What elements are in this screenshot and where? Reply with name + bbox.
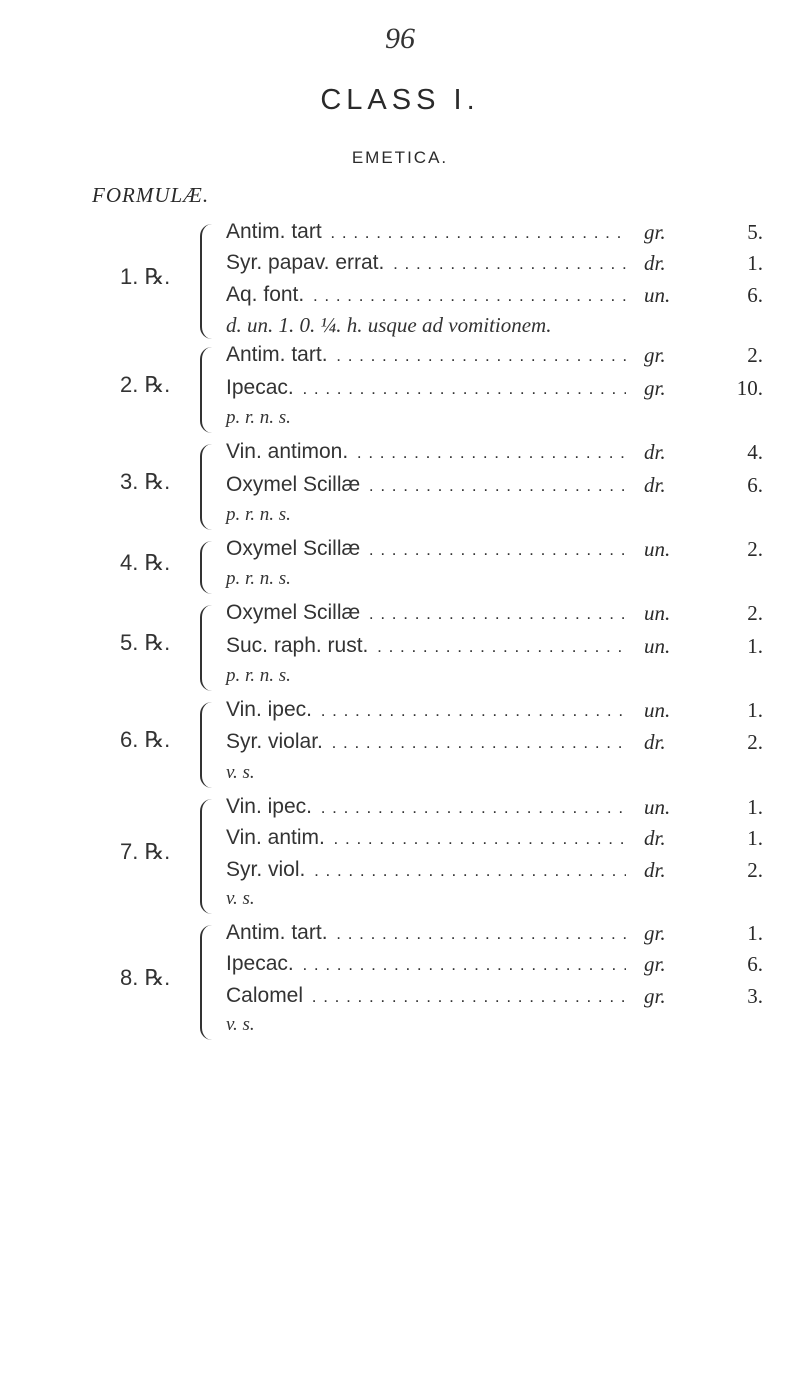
ingredient-name xyxy=(226,952,626,982)
ingredient-quantity: 1. xyxy=(747,826,763,850)
formula-direction: p. r. n. s. xyxy=(226,504,291,525)
ingredient-text: Ipecac. xyxy=(226,376,297,399)
section-subtitle: EMETICA. xyxy=(351,148,449,167)
ingredient-name xyxy=(226,826,626,856)
ingredient-row xyxy=(226,376,771,406)
ingredient-row xyxy=(226,283,771,313)
brace xyxy=(200,347,212,433)
ingredient-quantity: 3. xyxy=(747,984,763,1008)
ingredient-quantity: 2. xyxy=(747,601,763,625)
ingredient-text: Aq. font. xyxy=(226,283,307,306)
formula-label: 8. ℞. xyxy=(120,965,171,990)
ingredient-name xyxy=(226,634,626,664)
ingredient-text: Vin. ipec. xyxy=(226,795,315,818)
ingredient-quantity: 6. xyxy=(747,952,763,976)
formula-direction: p. r. n. s. xyxy=(226,407,291,428)
ingredient-unit: gr. xyxy=(644,376,666,400)
ingredient-text: Antim. tart. xyxy=(226,921,331,944)
ingredient-row xyxy=(226,858,771,888)
ingredient-quantity: 6. xyxy=(747,283,763,307)
ingredient-text: Oxymel Scillæ xyxy=(226,601,363,624)
ingredient-unit: gr. xyxy=(644,921,666,945)
ingredient-unit: un. xyxy=(644,698,671,722)
ingredient-row xyxy=(226,251,771,281)
ingredient-text: Suc. raph. rust. xyxy=(226,634,371,657)
ingredient-row xyxy=(226,343,771,373)
ingredient-quantity: 1. xyxy=(747,921,763,945)
ingredient-unit: gr. xyxy=(644,343,666,367)
formula-label: 2. ℞. xyxy=(120,372,171,397)
ingredient-quantity: 2. xyxy=(747,730,763,754)
brace xyxy=(200,702,212,788)
ingredient-text: Calomel xyxy=(226,984,306,1007)
formula-label: 6. ℞. xyxy=(120,727,171,752)
ingredient-quantity: 4. xyxy=(747,440,763,464)
brace xyxy=(200,444,212,530)
ingredient-unit: dr. xyxy=(644,473,666,497)
ingredient-name xyxy=(226,343,626,373)
ingredient-row xyxy=(226,698,771,728)
ingredient-quantity: 1. xyxy=(747,634,763,658)
formula-label: 7. ℞. xyxy=(120,839,171,864)
ingredient-name xyxy=(226,858,626,888)
formula-direction: p. r. n. s. xyxy=(226,665,291,686)
ingredient-name xyxy=(226,730,626,760)
formulae-heading: FORMULÆ. xyxy=(92,183,210,207)
ingredient-unit: un. xyxy=(644,537,671,561)
formula-label: 5. ℞. xyxy=(120,630,171,655)
ingredient-name xyxy=(226,283,626,313)
ingredient-name xyxy=(226,795,626,825)
ingredient-text: Vin. antim. xyxy=(226,826,328,849)
page-number: 96 xyxy=(385,22,415,55)
ingredient-row xyxy=(226,826,771,856)
formula-direction: p. r. n. s. xyxy=(226,568,291,589)
ingredient-unit: dr. xyxy=(644,440,666,464)
ingredient-quantity: 10. xyxy=(736,376,763,400)
ingredient-text: Vin. ipec. xyxy=(226,698,315,721)
formula-direction: d. un. 1. 0. ¼. h. usque ad vomitionem. xyxy=(226,313,552,337)
ingredient-name xyxy=(226,220,626,250)
ingredient-row xyxy=(226,921,771,951)
class-title: CLASS I. xyxy=(320,84,480,116)
ingredient-unit: dr. xyxy=(644,826,666,850)
ingredient-text: Syr. violar. xyxy=(226,730,326,753)
ingredient-quantity: 5. xyxy=(747,220,763,244)
ingredient-quantity: 2. xyxy=(747,858,763,882)
ingredient-unit: un. xyxy=(644,283,671,307)
formula-label: 1. ℞. xyxy=(120,264,171,289)
ingredient-row xyxy=(226,952,771,982)
ingredient-quantity: 2. xyxy=(747,343,763,367)
ingredient-row xyxy=(226,220,771,250)
ingredient-unit: un. xyxy=(644,634,671,658)
ingredient-row xyxy=(226,440,771,470)
ingredient-text: Vin. antimon. xyxy=(226,440,351,463)
ingredient-unit: dr. xyxy=(644,730,666,754)
ingredient-text: Antim. tart. xyxy=(226,343,331,366)
ingredient-quantity: 1. xyxy=(747,795,763,819)
ingredient-text: Syr. viol. xyxy=(226,858,308,881)
ingredient-name xyxy=(226,251,626,281)
ingredient-row xyxy=(226,601,771,631)
formula-label: 3. ℞. xyxy=(120,469,171,494)
brace xyxy=(200,224,212,339)
formula-direction: v. s. xyxy=(226,762,255,783)
brace xyxy=(200,605,212,691)
brace xyxy=(200,541,212,594)
ingredient-text: Oxymel Scillæ xyxy=(226,473,363,496)
ingredient-name xyxy=(226,921,626,951)
ingredient-name xyxy=(226,376,626,406)
ingredient-name xyxy=(226,537,626,567)
brace xyxy=(200,799,212,914)
ingredient-quantity: 1. xyxy=(747,251,763,275)
ingredient-unit: gr. xyxy=(644,220,666,244)
ingredient-text: Oxymel Scillæ xyxy=(226,537,363,560)
ingredient-row xyxy=(226,795,771,825)
formula-direction: v. s. xyxy=(226,1014,255,1035)
ingredient-row xyxy=(226,730,771,760)
ingredient-unit: gr. xyxy=(644,984,666,1008)
ingredient-name xyxy=(226,698,626,728)
ingredient-text: Antim. tart xyxy=(226,220,325,243)
ingredient-quantity: 1. xyxy=(747,698,763,722)
ingredient-row xyxy=(226,984,771,1014)
ingredient-unit: un. xyxy=(644,795,671,819)
ingredient-name xyxy=(226,473,626,503)
ingredient-text: Ipecac. xyxy=(226,952,297,975)
ingredient-unit: dr. xyxy=(644,858,666,882)
ingredient-row xyxy=(226,634,771,664)
ingredient-unit: gr. xyxy=(644,952,666,976)
ingredient-name xyxy=(226,984,626,1014)
formula-label: 4. ℞. xyxy=(120,550,171,575)
ingredient-row xyxy=(226,537,771,567)
ingredient-quantity: 6. xyxy=(747,473,763,497)
ingredient-name xyxy=(226,440,626,470)
ingredient-unit: dr. xyxy=(644,251,666,275)
ingredient-quantity: 2. xyxy=(747,537,763,561)
ingredient-unit: un. xyxy=(644,601,671,625)
formula-direction: v. s. xyxy=(226,888,255,909)
ingredient-name xyxy=(226,601,626,631)
brace xyxy=(200,925,212,1040)
ingredient-row xyxy=(226,473,771,503)
ingredient-text: Syr. papav. errat. xyxy=(226,251,387,274)
